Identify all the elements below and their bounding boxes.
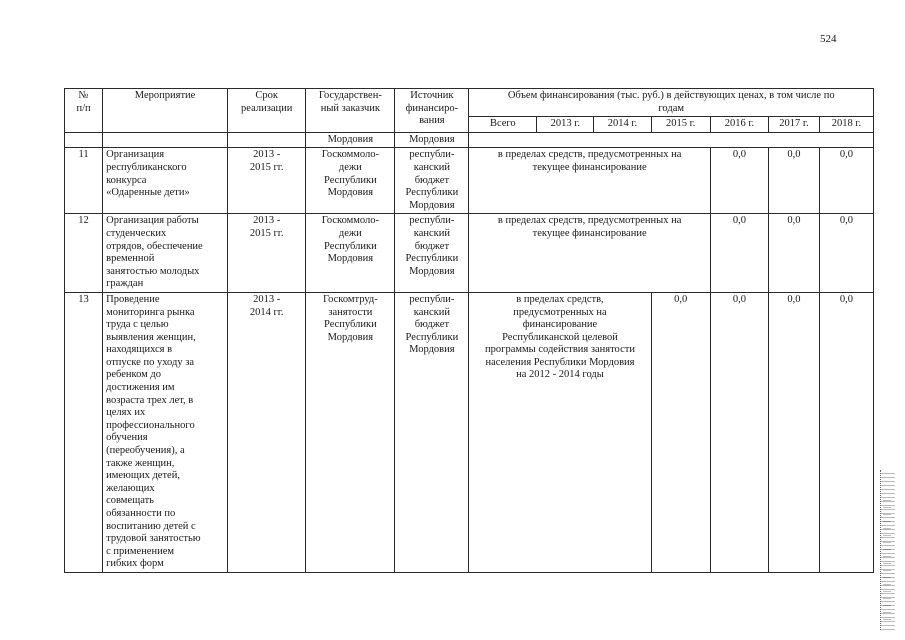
header-year-2018: 2018 г. xyxy=(819,117,873,133)
row-2017: 0,0 xyxy=(769,148,820,214)
header-customer: Государствен- ный заказчик xyxy=(306,89,395,133)
table-row xyxy=(65,148,874,214)
header-source: Источник финансиро- вания xyxy=(395,89,469,133)
row-source: республи- канский бюджет Республики Мордовия xyxy=(395,148,469,214)
row-2018: 0,0 xyxy=(819,214,873,293)
header-year-2017: 2017 г. xyxy=(769,117,820,133)
table-row xyxy=(65,292,874,572)
header-year-2014: 2014 г. xyxy=(594,117,651,133)
row-source: республи- канский бюджет Республики Мордовия xyxy=(395,214,469,293)
row-funding-text: в пределах средств, предусмотренных на текущее финансирование xyxy=(469,214,710,293)
header-funding: Объем финансирования (тыс. руб.) в действующих ценах, в том числе по годам xyxy=(469,89,874,117)
row-funding-text: в пределах средств, предусмотренных на текущее финансирование xyxy=(469,148,710,214)
row-source: республи- канский бюджет Республики Мордовия xyxy=(395,292,469,572)
row-2015: 0,0 xyxy=(651,292,710,572)
continuation-row xyxy=(65,132,874,148)
header-year-2015: 2015 г. xyxy=(651,117,710,133)
header-year-2013: 2013 г. xyxy=(537,117,594,133)
row-term: 2013 - 2015 гг. xyxy=(228,148,306,214)
continuation-customer: Мордовия xyxy=(306,132,395,148)
header-year-2016: 2016 г. xyxy=(710,117,768,133)
row-2017: 0,0 xyxy=(769,292,820,572)
page-number: 524 xyxy=(820,33,837,45)
row-num: 12 xyxy=(65,214,103,293)
row-event: Организация республиканского конкурса «Одаренные дети» xyxy=(103,148,228,214)
row-2016: 0,0 xyxy=(710,148,768,214)
row-num: 13 xyxy=(65,292,103,572)
row-event: Организация работы студенческих отрядов, обеспечение временной занятостью молодых граждан xyxy=(103,214,228,293)
header-year-total: Всего xyxy=(469,117,537,133)
table-row xyxy=(65,214,874,293)
row-funding-text: в пределах средств, предусмотренных на финансирование Республиканской целевой программы содействия занятости населения Республики Мордовия на 2012 - 2014 годы xyxy=(469,292,651,572)
header-term: Срок реализации xyxy=(228,89,306,133)
row-customer: Госкоммоло- дежи Республики Мордовия xyxy=(306,148,395,214)
row-term: 2013 - 2014 гг. xyxy=(228,292,306,572)
continuation-source: Мордовия xyxy=(395,132,469,148)
row-num: 11 xyxy=(65,148,103,214)
row-event: Проведение мониторинга рынка труда с целью выявления женщин, находящихся в отпуске по уходу за ребенком до достижения им возраста трех лет, в целях их профессионального обучения (переобучения), а также женщин, имеющих детей, желающих совмещать обязанности по воспитанию детей с трудовой занятостью с применением гибких форм xyxy=(103,292,228,572)
row-customer: Госкомтруд- занятости Республики Мордовия xyxy=(306,292,395,572)
row-term: 2013 - 2015 гг. xyxy=(228,214,306,293)
header-row xyxy=(65,89,874,117)
row-2017: 0,0 xyxy=(769,214,820,293)
scan-speckles xyxy=(883,500,891,620)
row-customer: Госкоммоло- дежи Республики Мордовия xyxy=(306,214,395,293)
row-2016: 0,0 xyxy=(710,292,768,572)
row-2018: 0,0 xyxy=(819,148,873,214)
row-2018: 0,0 xyxy=(819,292,873,572)
header-event: Мероприятие xyxy=(103,89,228,133)
header-num: № п/п xyxy=(65,89,103,133)
row-2016: 0,0 xyxy=(710,214,768,293)
funding-table xyxy=(64,88,874,573)
